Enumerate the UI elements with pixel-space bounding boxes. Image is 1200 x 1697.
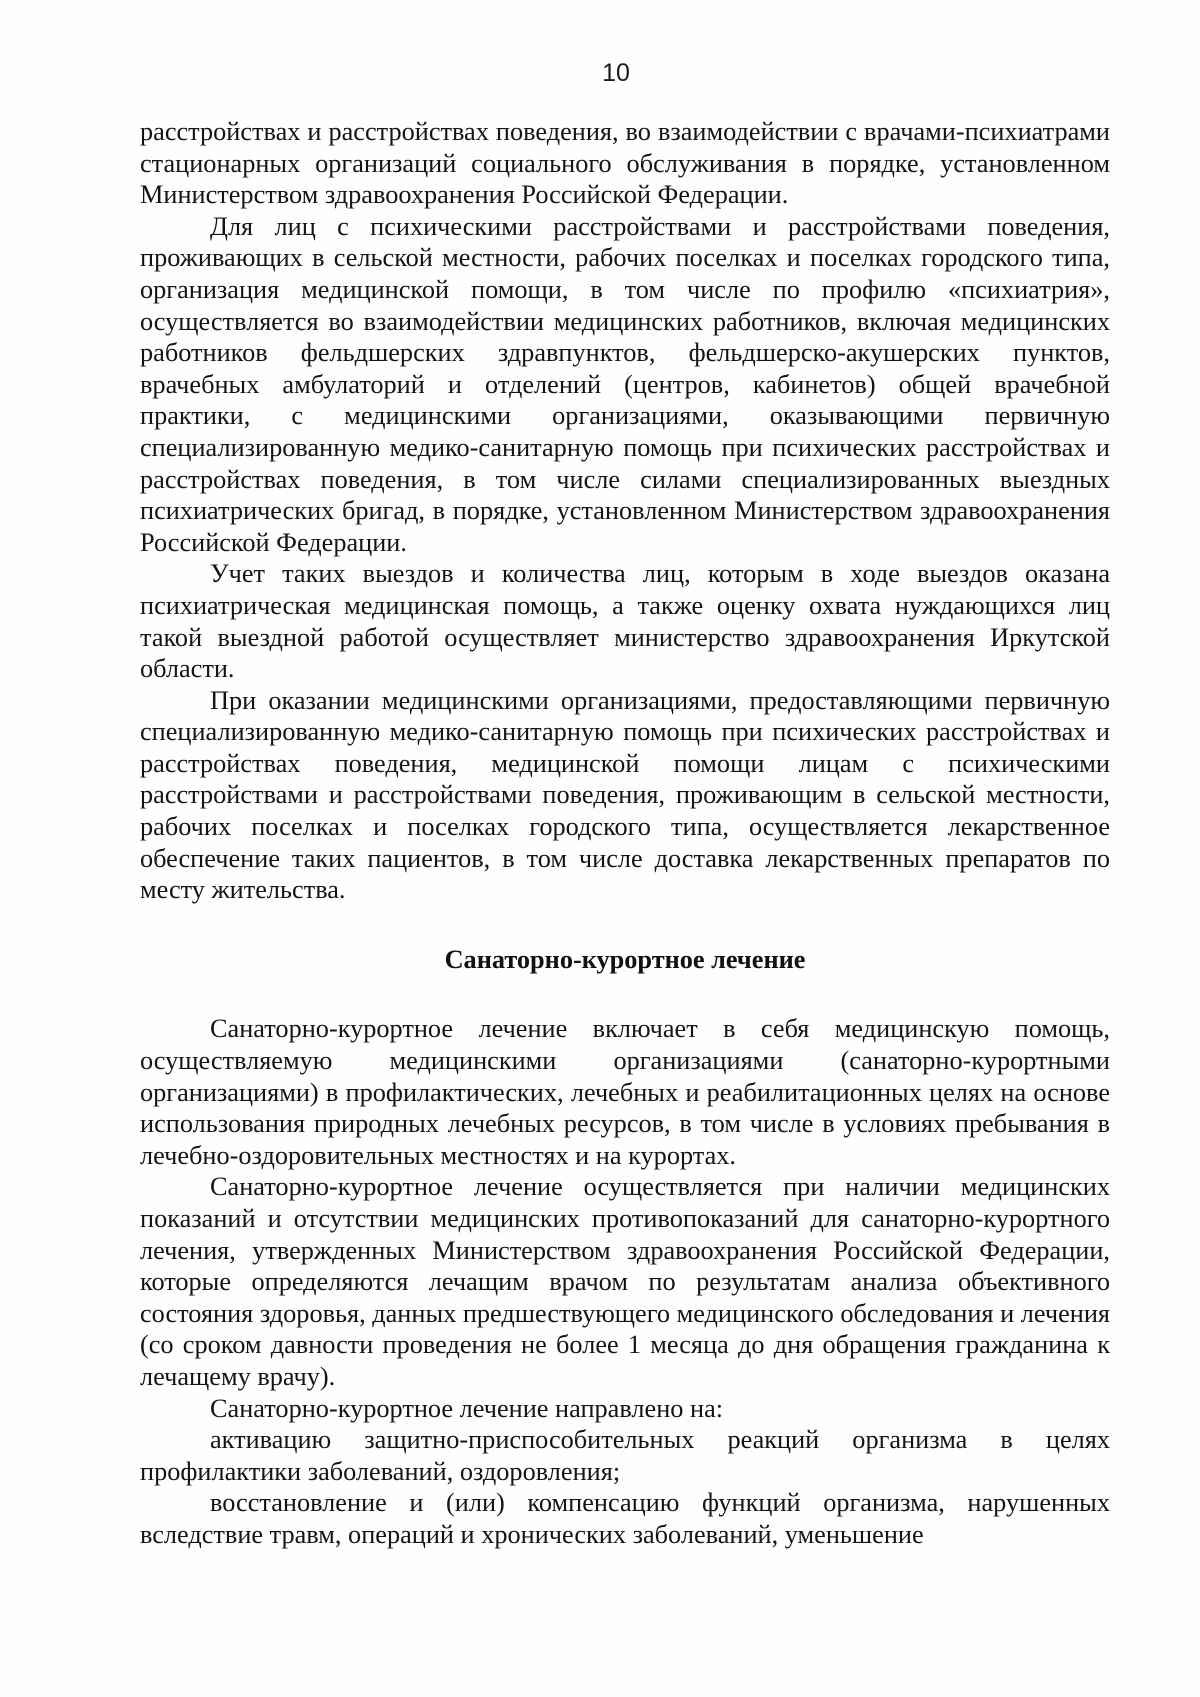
body-paragraph: При оказании медицинскими организациями, предоставляющими первичную специализированную медико-санитарную помощь при психических расстройствах и расстройствах поведения, медицинской помощи лицам с психическими расстройствами и расстройствами поведения, проживающим в сельской местности, рабочих поселках и поселках городского типа, осуществляется лекарственное обеспечение таких пациентов, в том числе доставка лекарственных препаратов по месту жительства. <box>140 685 1110 905</box>
body-paragraph: активацию защитно-приспособительных реакций организма в целях профилактики заболеваний, оздоровления; <box>140 1425 1110 1486</box>
body-paragraph: Учет таких выездов и количества лиц, которым в ходе выездов оказана психиатрическая медицинская помощь, а также оценку охвата нуждающихся лиц такой выездной работой осуществляет министерство здравоохранения Иркутской области. <box>140 559 1110 684</box>
body-paragraph: восстановление и (или) компенсацию функций организма, нарушенных вследствие травм, операций и хронических заболеваний, уменьшение <box>140 1488 1110 1549</box>
document-body <box>140 116 1110 1551</box>
body-paragraph: Для лиц с психическими расстройствами и расстройствами поведения, проживающих в сельской местности, рабочих поселках и поселках городского типа, организация медицинской помощи, в том числе по профилю «психиатрия», осуществляется во взаимодействии медицинских работников, включая медицинских работников фельдшерских здравпунктов, фельдшерско-акушерских пунктов, врачебных амбулаторий и отделений (центров, кабинетов) общей врачебной практики, с медицинскими организациями, оказывающими первичную специализированную медико-санитарную помощь при психических расстройствах и расстройствах поведения, в том числе силами специализированных выездных психиатрических бригад, в порядке, установленном Министерством здравоохранения Российской Федерации. <box>140 211 1110 557</box>
body-paragraph: Санаторно-курортное лечение направлено на: <box>210 1393 724 1423</box>
body-paragraph: Санаторно-курортное лечение включает в себя медицинскую помощь, осуществляемую медицинскими организациями (санаторно-курортными организациями) в профилактических, лечебных и реабилитационных целях на основе использования природных лечебных ресурсов, в том числе в условиях пребывания в лечебно-оздоровительных местностях и на курортах. <box>140 1014 1110 1170</box>
page-number: 10 <box>602 59 630 87</box>
section-heading: Санаторно-курортное лечение <box>444 944 806 974</box>
body-paragraph: Санаторно-курортное лечение осуществляется при наличии медицинских показаний и отсутствии медицинских противопоказаний для санаторно-курортного лечения, утвержденных Министерством здравоохранения Российской Федерации, которые определяются лечащим врачом по результатам анализа объективного состояния здоровья, данных предшествующего медицинского обследования и лечения (со сроком давности проведения не более 1 месяца до дня обращения гражданина к лечащему врачу). <box>140 1172 1110 1391</box>
body-paragraph: расстройствах и расстройствах поведения, во взаимодействии с врачами-психиатрами стационарных организаций социального обслуживания в порядке, установленном Министерством здравоохранения Российской Федерации. <box>140 117 1110 210</box>
